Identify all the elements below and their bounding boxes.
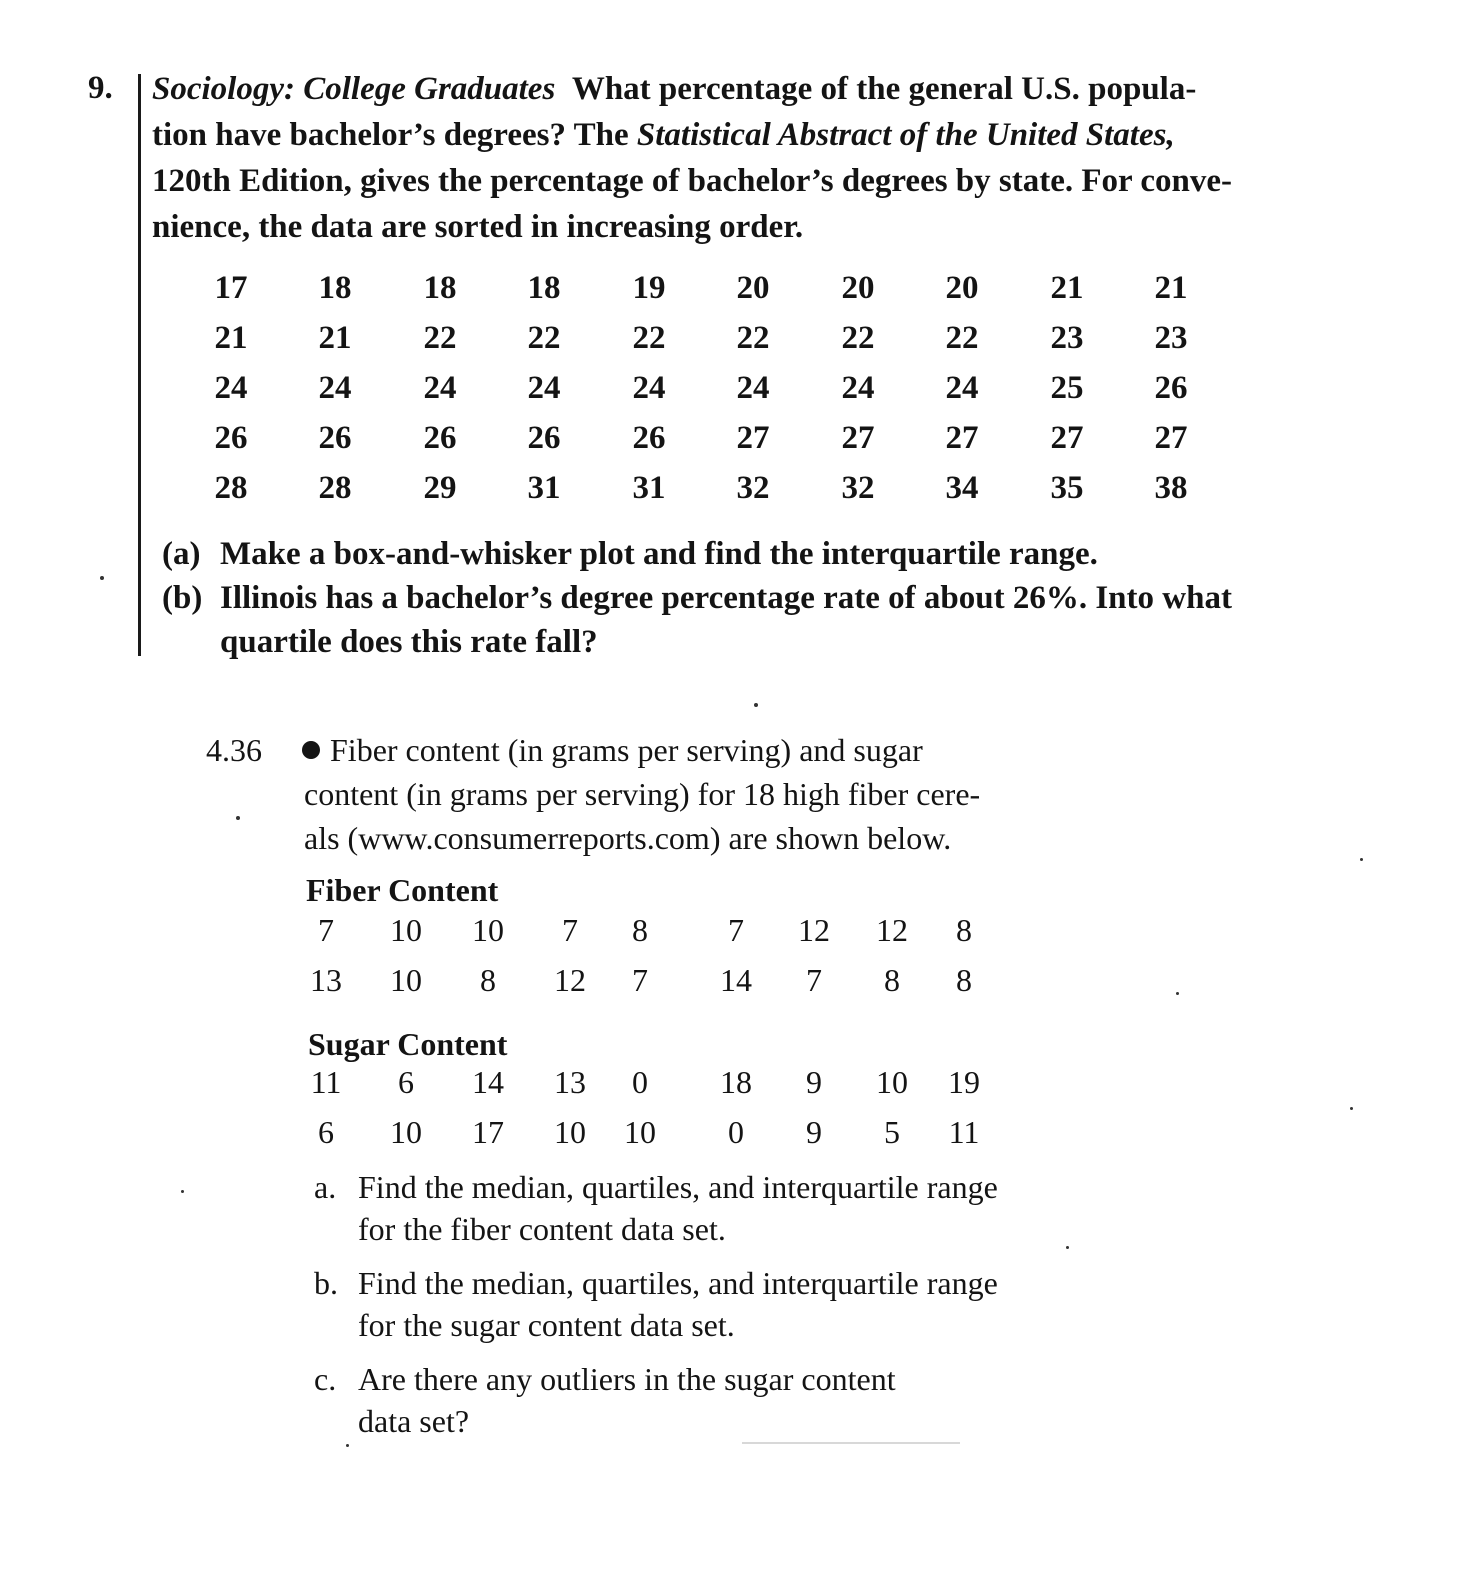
problem-436-statement <box>304 728 1084 860</box>
data-cell: 21 <box>1154 270 1188 306</box>
data-cell: 10 <box>554 1114 586 1150</box>
data-cell: 24 <box>841 370 875 406</box>
data-cell: 26 <box>1154 370 1188 406</box>
data-cell: 8 <box>956 912 972 948</box>
data-cell: 13 <box>310 962 342 998</box>
statement-line-3: 120th Edition, gives the percentage of bachelor’s degrees by state. For conve- <box>152 163 1232 199</box>
sugar-content-heading: Sugar Content <box>308 1026 508 1062</box>
part-b-label: (b) <box>162 580 203 616</box>
scan-speck <box>236 816 240 820</box>
data-cell: 31 <box>527 470 561 506</box>
data-cell: 24 <box>632 370 666 406</box>
p436-line-2: content (in grams per serving) for 18 high fiber cere- <box>304 776 981 812</box>
data-cell: 19 <box>632 270 666 306</box>
data-cell: 32 <box>736 470 770 506</box>
data-cell: 11 <box>310 1064 342 1100</box>
data-cell: 7 <box>562 912 578 948</box>
scan-speck <box>346 1444 349 1447</box>
part-b-text-1: Illinois has a bachelor’s degree percentage rate of about 26%. Into what <box>220 580 1232 616</box>
problem-436-questions <box>314 1166 1114 1452</box>
data-cell: 7 <box>728 912 744 948</box>
data-cell: 13 <box>554 1064 586 1100</box>
data-cell: 22 <box>423 320 457 356</box>
part-a-label: (a) <box>162 536 201 572</box>
part-a-text: Make a box-and-whisker plot and find the interquartile range. <box>220 536 1098 572</box>
data-cell: 24 <box>945 370 979 406</box>
data-cell: 31 <box>632 470 666 506</box>
data-cell: 10 <box>472 912 504 948</box>
scan-speck <box>1360 858 1363 861</box>
scan-speck <box>100 576 104 580</box>
data-cell: 25 <box>1050 370 1084 406</box>
data-cell: 22 <box>527 320 561 356</box>
data-cell: 22 <box>841 320 875 356</box>
question-c: c. Are there any outliers in the sugar content data set? <box>314 1358 1114 1442</box>
data-cell: 12 <box>554 962 586 998</box>
data-cell: 21 <box>1050 270 1084 306</box>
data-cell: 18 <box>720 1064 752 1100</box>
data-cell: 0 <box>728 1114 744 1150</box>
data-cell: 8 <box>884 962 900 998</box>
data-cell: 12 <box>876 912 908 948</box>
fiber-content-heading: Fiber Content <box>306 872 499 908</box>
part-b <box>162 576 1272 620</box>
statement-line-2: tion have bachelor’s degrees? The Statistical Abstract of the United States, <box>152 117 1175 153</box>
data-cell: 20 <box>945 270 979 306</box>
statement-line-1: Sociology: College Graduates What percentage of the general U.S. popula- <box>152 71 1197 107</box>
data-cell: 32 <box>841 470 875 506</box>
problem-9-title: Sociology: College Graduates <box>152 71 556 107</box>
problem-9-parts <box>162 532 1272 664</box>
p436-line-1: Fiber content (in grams per serving) and sugar <box>330 732 923 768</box>
data-cell: 26 <box>527 420 561 456</box>
data-cell: 12 <box>798 912 830 948</box>
data-cell: 20 <box>841 270 875 306</box>
data-cell: 18 <box>318 270 352 306</box>
data-cell: 9 <box>806 1114 822 1150</box>
data-cell: 18 <box>527 270 561 306</box>
data-cell: 34 <box>945 470 979 506</box>
scan-speck <box>1350 1107 1353 1110</box>
question-c-label: c. <box>314 1361 337 1397</box>
statement-line-4: nience, the data are sorted in increasing order. <box>152 209 804 245</box>
data-cell: 10 <box>624 1114 656 1150</box>
data-cell: 23 <box>1154 320 1188 356</box>
data-cell: 27 <box>841 420 875 456</box>
data-cell: 10 <box>876 1064 908 1100</box>
data-cell: 17 <box>214 270 248 306</box>
data-cell: 20 <box>736 270 770 306</box>
source-title: Statistical Abstract of the United States, <box>636 117 1175 153</box>
part-b-text-2: quartile does this rate fall? <box>220 624 598 660</box>
data-cell: 35 <box>1050 470 1084 506</box>
scan-speck <box>181 1190 184 1193</box>
data-cell: 6 <box>318 1114 334 1150</box>
scan-speck <box>1176 992 1179 995</box>
data-cell: 11 <box>948 1114 980 1150</box>
data-cell: 8 <box>480 962 496 998</box>
problem-9-margin-rule <box>138 74 141 656</box>
data-cell: 22 <box>945 320 979 356</box>
data-cell: 8 <box>956 962 972 998</box>
data-cell: 26 <box>214 420 248 456</box>
data-cell: 10 <box>390 962 422 998</box>
data-cell: 24 <box>214 370 248 406</box>
data-cell: 29 <box>423 470 457 506</box>
data-cell: 24 <box>527 370 561 406</box>
data-cell: 14 <box>720 962 752 998</box>
p436-line-3: als (www.consumerreports.com) are shown below. <box>304 820 952 856</box>
problem-9-statement <box>152 66 1262 250</box>
data-cell: 27 <box>945 420 979 456</box>
data-cell: 8 <box>632 912 648 948</box>
data-cell: 19 <box>948 1064 980 1100</box>
data-cell: 21 <box>214 320 248 356</box>
data-cell: 22 <box>736 320 770 356</box>
data-cell: 7 <box>632 962 648 998</box>
question-b-label: b. <box>314 1265 338 1301</box>
data-cell: 38 <box>1154 470 1188 506</box>
data-cell: 7 <box>318 912 334 948</box>
data-cell: 26 <box>318 420 352 456</box>
question-a: a. Find the median, quartiles, and interquartile range for the fiber content data set. <box>314 1166 1114 1250</box>
data-cell: 22 <box>632 320 666 356</box>
part-a <box>162 532 1272 576</box>
data-cell: 24 <box>423 370 457 406</box>
data-cell: 27 <box>1050 420 1084 456</box>
data-cell: 5 <box>884 1114 900 1150</box>
data-cell: 21 <box>318 320 352 356</box>
problem-436-number: 4.36 <box>206 732 262 768</box>
data-cell: 6 <box>398 1064 414 1100</box>
data-cell: 27 <box>1154 420 1188 456</box>
data-cell: 26 <box>423 420 457 456</box>
data-cell: 17 <box>472 1114 504 1150</box>
part-b-cont <box>162 620 1272 664</box>
data-cell: 28 <box>318 470 352 506</box>
data-cell: 27 <box>736 420 770 456</box>
data-cell: 26 <box>632 420 666 456</box>
scan-artifact-line <box>742 1442 960 1444</box>
question-b: b. Find the median, quartiles, and interquartile range for the sugar content data set. <box>314 1262 1114 1346</box>
data-cell: 9 <box>806 1064 822 1100</box>
data-cell: 10 <box>390 912 422 948</box>
scan-speck <box>754 703 758 707</box>
data-cell: 28 <box>214 470 248 506</box>
data-cell: 14 <box>472 1064 504 1100</box>
problem-9-number: 9. <box>88 70 113 106</box>
data-cell: 23 <box>1050 320 1084 356</box>
data-cell: 7 <box>806 962 822 998</box>
data-cell: 24 <box>736 370 770 406</box>
data-cell: 10 <box>390 1114 422 1150</box>
scan-speck <box>1066 1246 1069 1249</box>
data-cell: 24 <box>318 370 352 406</box>
data-cell: 18 <box>423 270 457 306</box>
question-a-label: a. <box>314 1169 337 1205</box>
data-cell: 0 <box>632 1064 648 1100</box>
